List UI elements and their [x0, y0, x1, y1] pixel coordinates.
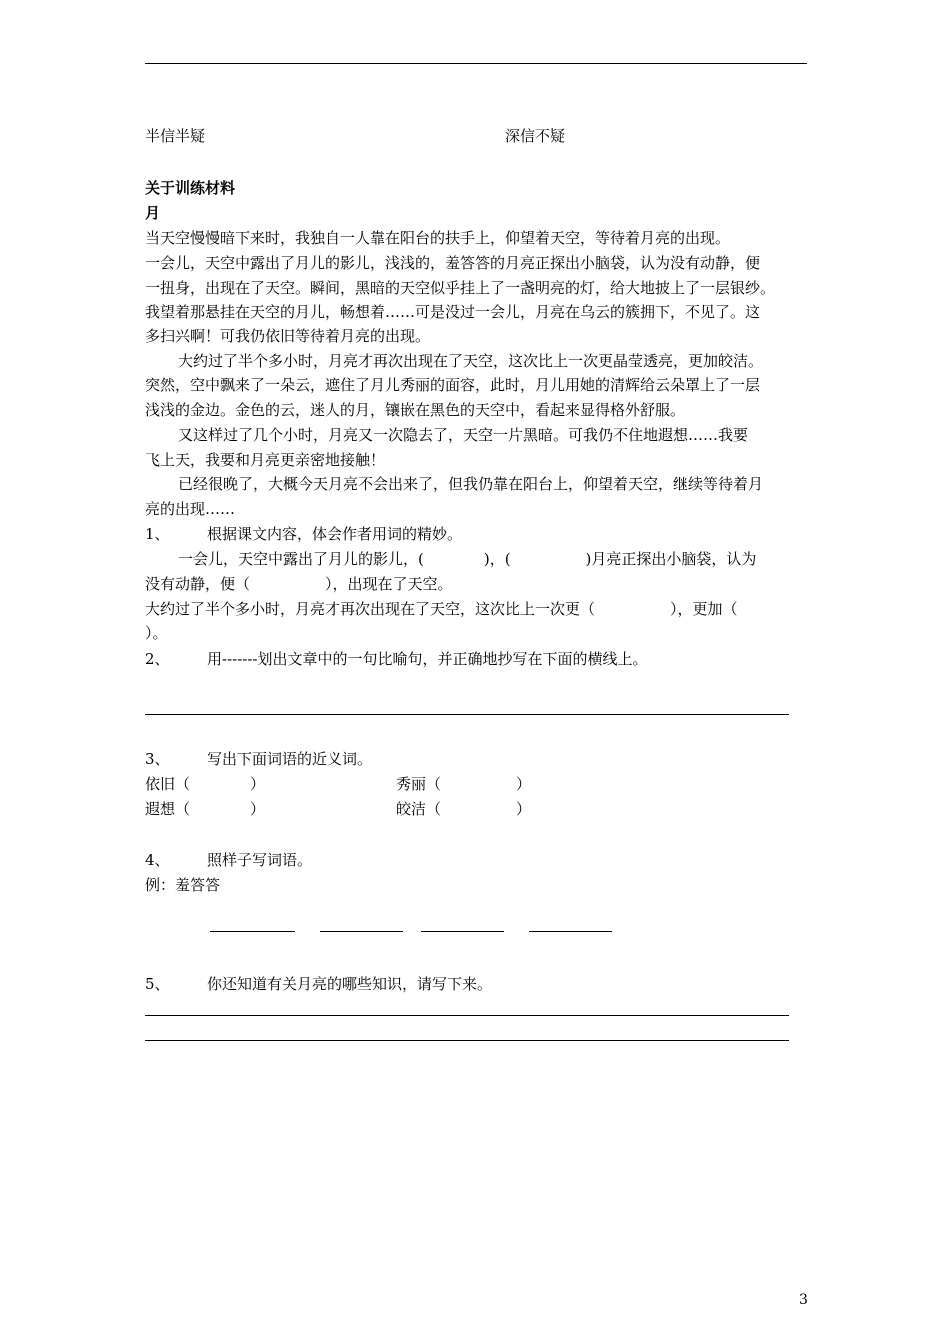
question-1-text: 根据课文内容，体会作者用词的精妙。 — [207, 525, 463, 543]
question-1-number: 1、 — [145, 525, 170, 543]
synonym-item: 依旧（ ） — [145, 775, 266, 793]
page-number: 3 — [799, 1292, 808, 1308]
word-blank[interactable] — [210, 931, 295, 932]
question-1-line: ）。 — [145, 624, 168, 642]
prev-answer-left: 半信半疑 — [145, 127, 206, 145]
answer-line[interactable] — [145, 714, 789, 715]
article-line: 一会儿，天空中露出了月儿的影儿，浅浅的，羞答答的月亮正探出小脑袋，认为没有动静，便 — [145, 254, 761, 272]
article-line: 一扭身，出现在了天空。瞬间，黑暗的天空似乎挂上了一盏明亮的灯，给大地披上了一层银纱。 — [145, 279, 776, 297]
question-2-number: 2、 — [145, 650, 170, 668]
section-title: 关于训练材料 — [145, 179, 236, 197]
word-blank[interactable] — [421, 931, 504, 932]
article-title: 月 — [145, 204, 161, 222]
synonym-item: 遐想（ ） — [145, 800, 266, 818]
question-4-number: 4、 — [145, 851, 170, 869]
article-line: 多扫兴啊！可我仍依旧等待着月亮的出现。 — [145, 327, 431, 345]
article-line: 大约过了半个多小时，月亮才再次出现在了天空，这次比上一次更晶莹透亮，更加皎洁。 — [178, 352, 764, 370]
question-3-number: 3、 — [145, 750, 170, 768]
article-line: 浅浅的金边。金色的云，迷人的月，镶嵌在黑色的天空中，看起来显得格外舒服。 — [145, 401, 686, 419]
article-line: 当天空慢慢暗下来时，我独自一人靠在阳台的扶手上，仰望着天空，等待着月亮的出现。 — [145, 229, 731, 247]
article-line: 飞上天，我要和月亮更亲密地接触！ — [145, 451, 386, 469]
question-5-number: 5、 — [145, 975, 170, 993]
article-line: 亮的出现…… — [145, 500, 236, 518]
example-word: 例：羞答答 — [145, 876, 221, 894]
question-1-line: 没有动静，便（ ），出现在了天空。 — [145, 575, 453, 593]
question-5-text: 你还知道有关月亮的哪些知识，请写下来。 — [207, 975, 493, 993]
word-blank[interactable] — [529, 931, 612, 932]
question-1-line: 大约过了半个多小时，月亮才再次出现在了天空，这次比上一次更（ ），更加（ — [145, 600, 738, 618]
question-3-text: 写出下面词语的近义词。 — [207, 750, 373, 768]
answer-line[interactable] — [145, 1040, 789, 1041]
article-line: 已经很晚了，大概今天月亮不会出来了，但我仍靠在阳台上，仰望着天空，继续等待着月 — [178, 475, 764, 493]
question-4-text: 照样子写词语。 — [207, 851, 313, 869]
header-rule — [145, 63, 807, 64]
article-line: 我望着那悬挂在天空的月儿，畅想着……可是没过一会儿，月亮在乌云的簇拥下，不见了。这 — [145, 303, 761, 321]
question-1-line: 一会儿，天空中露出了月儿的影儿，( )，( )月亮正探出小脑袋，认为 — [178, 550, 757, 568]
prev-answer-right: 深信不疑 — [505, 127, 566, 145]
article-line: 又这样过了几个小时，月亮又一次隐去了，天空一片黑暗。可我仍不住地遐想……我要 — [178, 426, 749, 444]
question-2-text: 用-------划出文章中的一句比喻句，并正确地抄写在下面的横线上。 — [207, 650, 648, 668]
word-blank[interactable] — [320, 931, 403, 932]
article-line: 突然，空中飘来了一朵云，遮住了月儿秀丽的面容，此时，月儿用她的清辉给云朵罩上了一层 — [145, 376, 761, 394]
synonym-item: 秀丽（ ） — [396, 775, 532, 793]
synonym-item: 皎洁（ ） — [396, 800, 532, 818]
answer-line[interactable] — [145, 1015, 789, 1016]
